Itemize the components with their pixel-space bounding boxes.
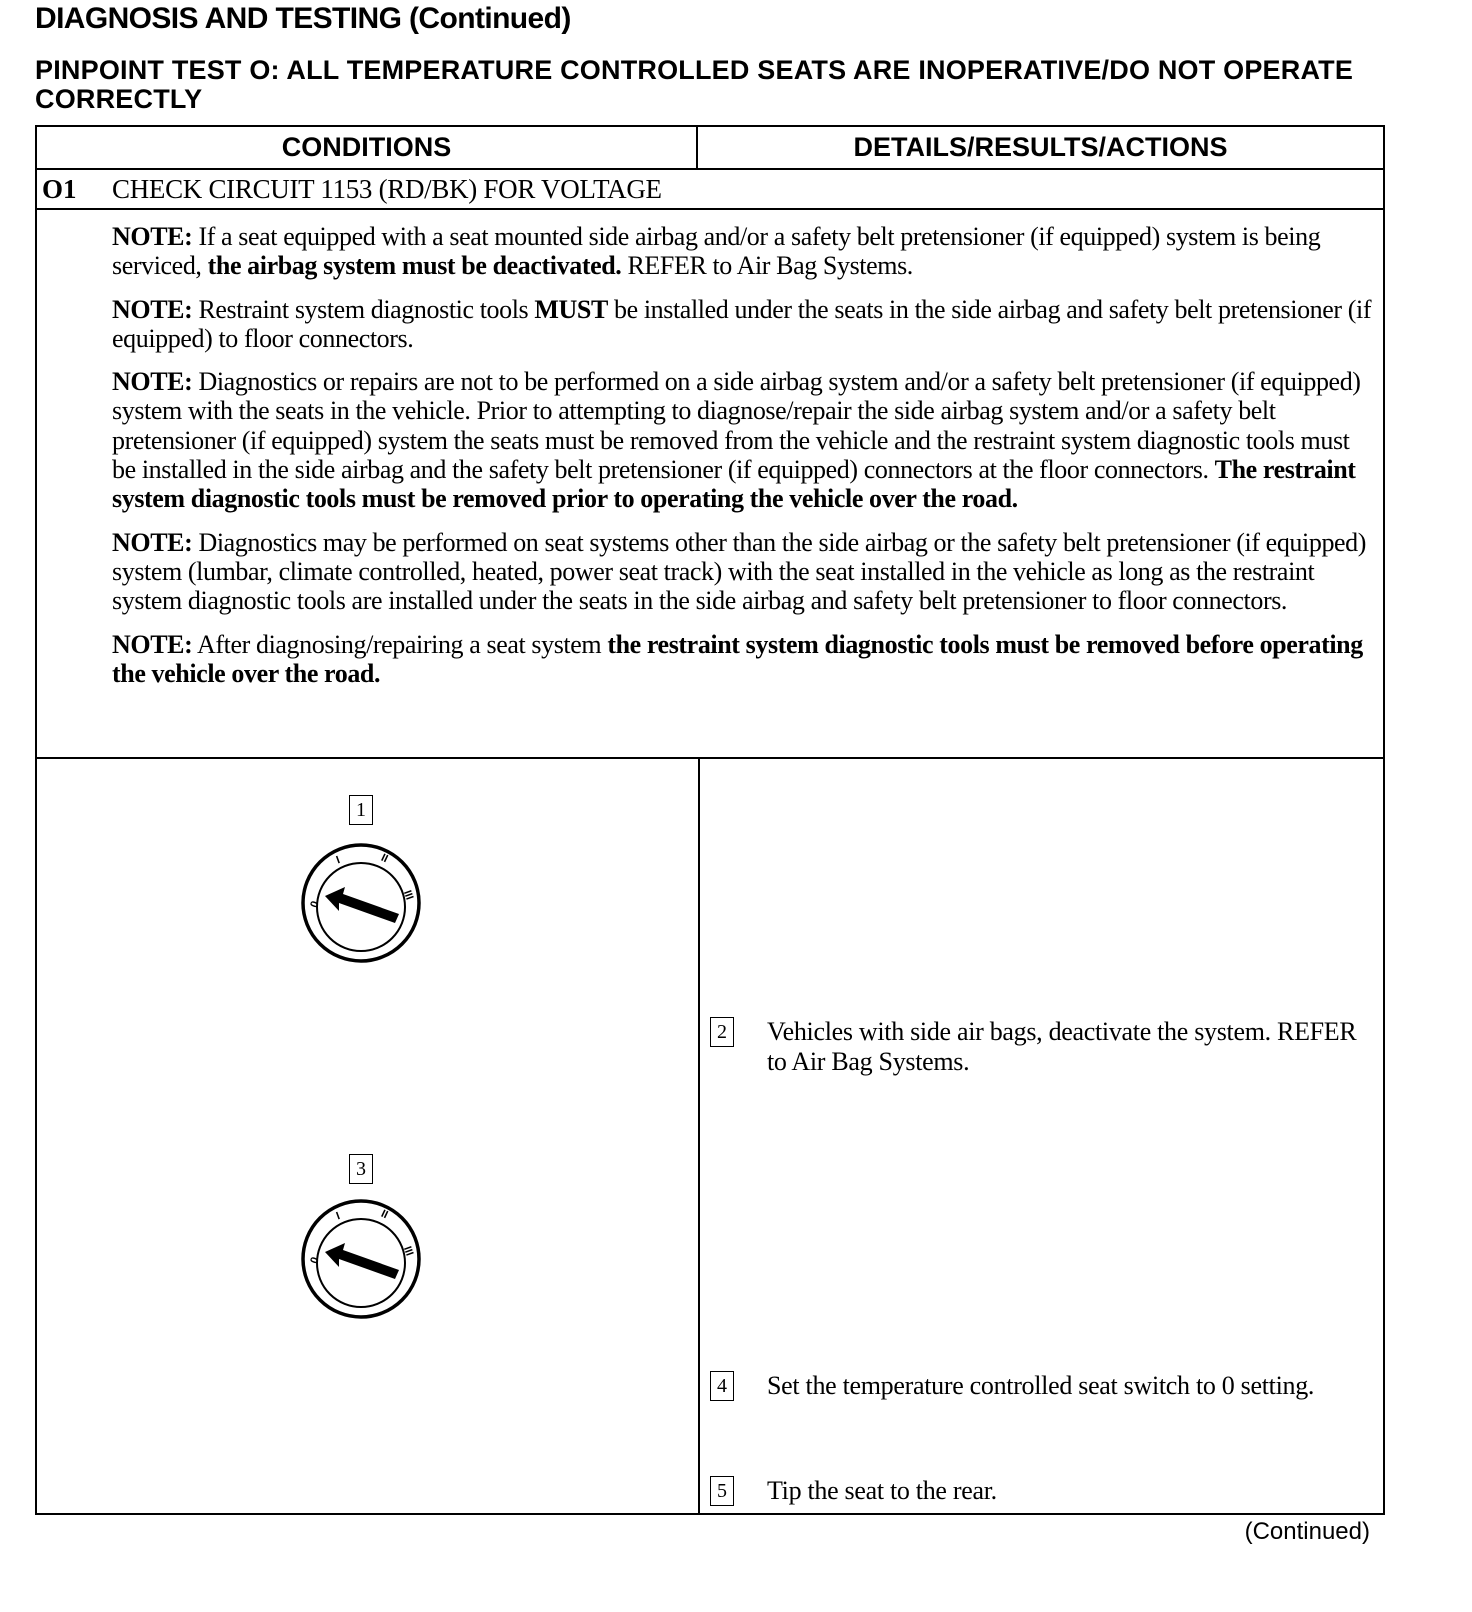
action-text: Set the temperature controlled seat switch to 0 setting. xyxy=(767,1371,1315,1400)
svg-text:III: III xyxy=(400,888,416,902)
callout-2: 2 xyxy=(710,1017,734,1047)
note-text: Restraint system diagnostic tools xyxy=(192,294,535,324)
step-number: O1 xyxy=(42,173,77,204)
column-header-details: DETAILS/RESULTS/ACTIONS xyxy=(853,132,1228,162)
note-emphasis: the airbag system must be deactivated. xyxy=(207,251,622,281)
svg-text:0: 0 xyxy=(308,899,322,910)
note-emphasis: The restraint system diagnostic tools must be removed prior to operating the vehicle over the road. xyxy=(112,455,1356,514)
table-header-row xyxy=(37,127,1383,170)
note-paragraph xyxy=(112,222,1383,281)
note-emphasis: the restraint system diagnostic tools must be removed before operating the vehicle over the road. xyxy=(112,629,1363,688)
svg-text:I: I xyxy=(334,1210,342,1223)
notes-section xyxy=(37,210,1383,759)
svg-text:0: 0 xyxy=(308,1255,322,1266)
note-label: NOTE: xyxy=(112,629,193,659)
note-text: REFER to Air Bag Systems. xyxy=(621,251,913,281)
svg-text:II: II xyxy=(379,1207,390,1222)
note-label: NOTE: xyxy=(112,294,193,324)
ignition-switch-dial-icon xyxy=(299,1197,423,1321)
conditions-illustrations xyxy=(37,759,700,1513)
action-step-5 xyxy=(710,1476,1363,1506)
step-body xyxy=(37,759,1383,1513)
note-label: NOTE: xyxy=(112,222,193,251)
action-text: Vehicles with side air bags, deactivate the system. REFER to Air Bag Systems. xyxy=(767,1017,1357,1076)
details-actions xyxy=(700,759,1383,1513)
continued-label: (Continued) xyxy=(1244,1518,1370,1545)
note-text: Diagnostics may be performed on seat systems other than the side airbag or the safety belt pretensioner (if equipped) system (lumbar, climate controlled, heated, power seat track) with the seat installed in the vehicle as long as the restraint system diagnostic tools are installed under the seats in the side airbag and safety belt pretensioner to floor connectors. xyxy=(112,527,1367,616)
note-text: be installed under the seats in the side airbag and safety belt pretensioner (if equipped) to floor connectors. xyxy=(112,294,1372,353)
action-step-4 xyxy=(710,1371,1363,1401)
note-paragraph xyxy=(112,295,1383,354)
pinpoint-test-title: PINPOINT TEST O: ALL TEMPERATURE CONTROLLED SEATS ARE INOPERATIVE/DO NOT OPERATE CORRECTLY xyxy=(35,55,1354,114)
svg-text:I: I xyxy=(334,854,342,867)
note-emphasis: MUST xyxy=(534,294,608,324)
callout-4: 4 xyxy=(710,1371,734,1401)
note-text: After diagnosing/repairing a seat system xyxy=(192,629,608,659)
svg-text:II: II xyxy=(379,851,390,866)
note-text: If a seat equipped with a seat mounted side airbag and/or a safety belt pretensioner (if equipped) system is being serviced, xyxy=(112,222,1321,281)
callout-5: 5 xyxy=(710,1476,734,1506)
callout-1: 1 xyxy=(349,795,373,825)
callout-3: 3 xyxy=(349,1154,373,1184)
note-paragraph xyxy=(112,528,1383,616)
note-paragraph xyxy=(112,630,1383,689)
note-label: NOTE: xyxy=(112,367,193,397)
step-title: CHECK CIRCUIT 1153 (RD/BK) FOR VOLTAGE xyxy=(112,173,662,204)
note-label: NOTE: xyxy=(112,527,193,557)
page-title: DIAGNOSIS AND TESTING (Continued) xyxy=(35,2,571,35)
step-row xyxy=(37,170,1383,210)
ignition-switch-dial-icon xyxy=(299,841,423,965)
note-paragraph xyxy=(112,367,1383,513)
note-text: Diagnostics or repairs are not to be performed on a side airbag system and/or a safety belt pretensioner (if equipped) system with the seats in the vehicle. Prior to attempting to diagnose/repair the side airbag system and/or a safety belt pretensioner (if equipped) system the seats must be removed from the vehicle and the restraint system diagnostic tools must be installed in the side airbag and the safety belt pretensioner (if equipped) connectors at the floor connectors. xyxy=(112,367,1361,485)
pinpoint-test-table xyxy=(35,125,1385,1515)
svg-text:III: III xyxy=(400,1244,416,1258)
column-header-conditions: CONDITIONS xyxy=(37,127,698,168)
action-step-2 xyxy=(710,1017,1363,1076)
action-text: Tip the seat to the rear. xyxy=(767,1476,997,1505)
